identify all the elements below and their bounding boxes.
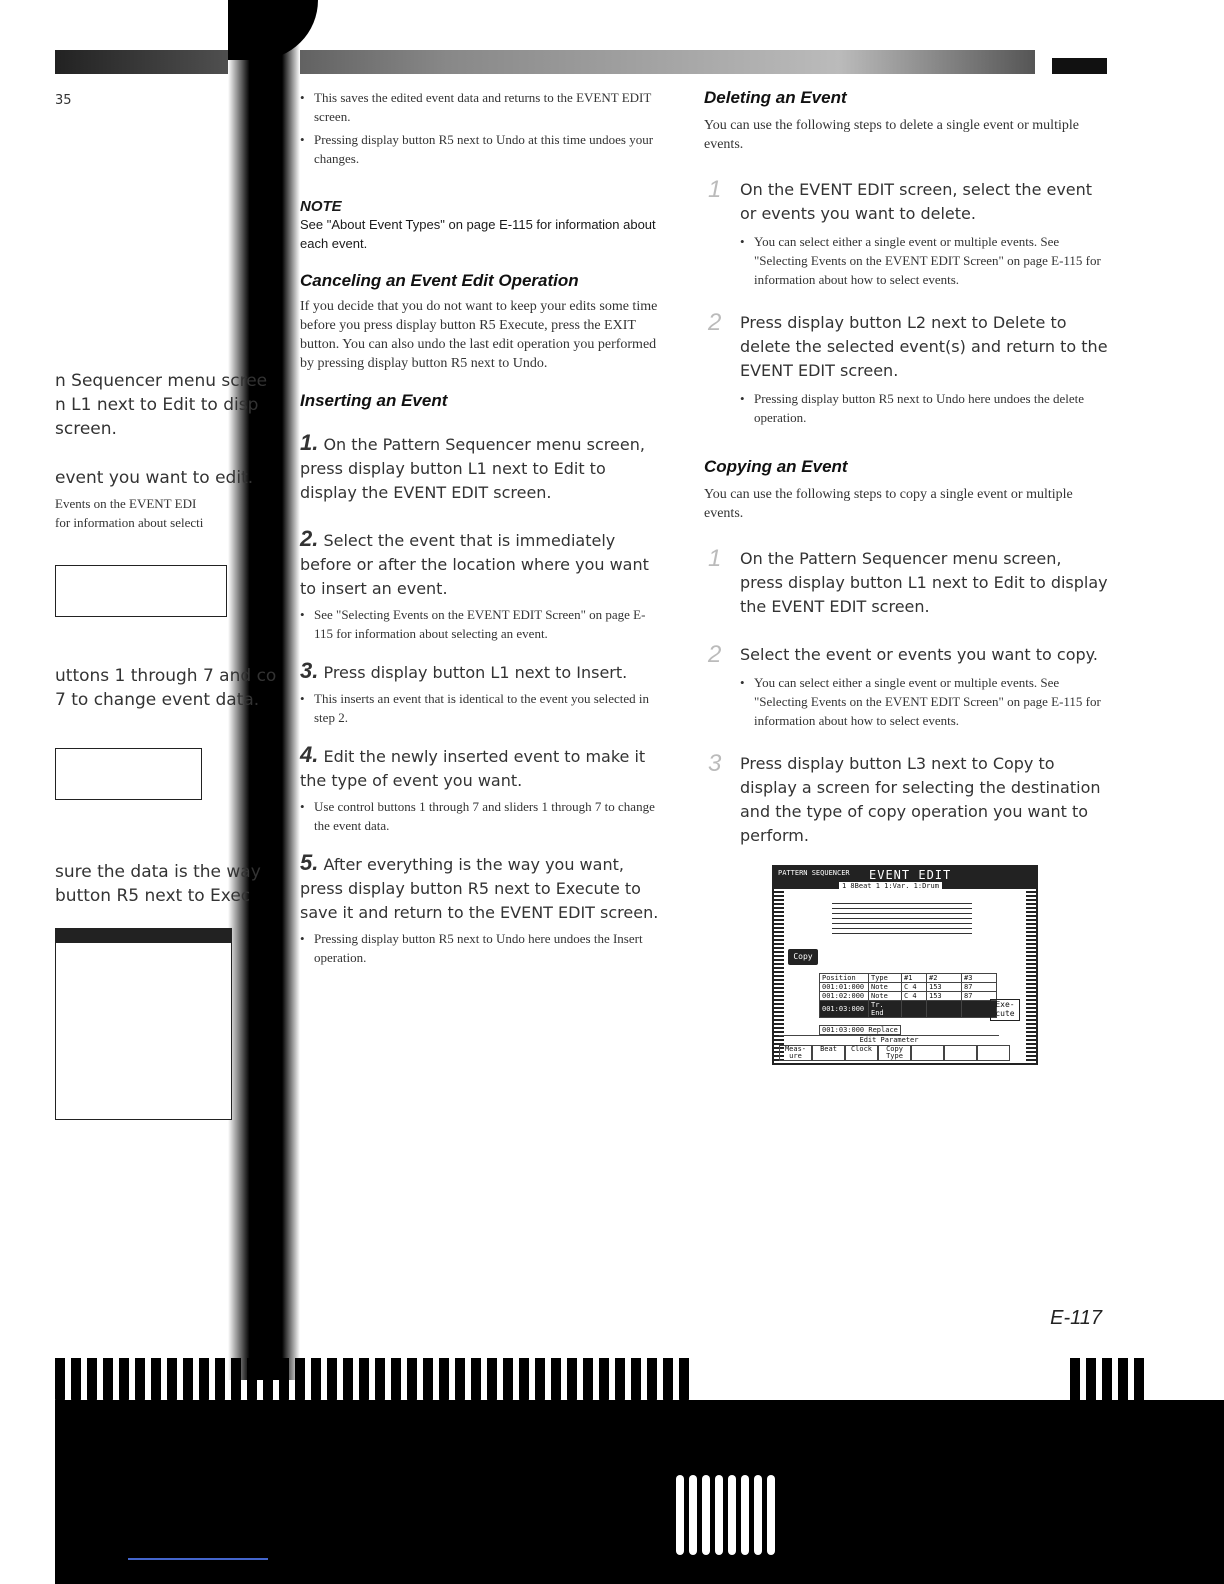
bullet: • This saves the edited event data and returns to the EVENT EDIT screen. bbox=[300, 88, 660, 126]
left-line: uttons 1 through 7 and co bbox=[55, 666, 277, 686]
cancel-heading: Canceling an Event Edit Operation bbox=[300, 271, 579, 290]
table-header: #2 bbox=[927, 974, 962, 983]
lcd-replace-row bbox=[819, 1025, 901, 1035]
insert-step-2 bbox=[300, 527, 660, 643]
middle-column bbox=[300, 88, 660, 967]
table-header: Type bbox=[869, 974, 902, 983]
table-row bbox=[820, 983, 997, 992]
right-column bbox=[704, 88, 1109, 848]
lcd-function-button: Copy Type bbox=[878, 1045, 911, 1061]
step-text: Press display button L3 next to Copy to display a screen for selecting the destination and the type of copy operation you want to perform. bbox=[740, 754, 1101, 845]
left-lcd-fragment bbox=[55, 748, 202, 800]
left-line: 7 to change event data. bbox=[55, 690, 260, 710]
step-number: 1. bbox=[300, 430, 319, 455]
lcd-function-button: Beat bbox=[812, 1045, 845, 1061]
binding-stripes bbox=[55, 1358, 735, 1404]
table-cell: 001:03:000 bbox=[820, 1001, 869, 1018]
step-text: Edit the newly inserted event to make it the type of event you want. bbox=[300, 747, 646, 790]
step-number: 2 bbox=[708, 641, 722, 668]
lcd-title: EVENT EDIT bbox=[869, 868, 952, 882]
copy-step-2 bbox=[704, 643, 1109, 730]
left-line: event you want to edit. bbox=[55, 468, 254, 488]
step-number: 1 bbox=[708, 176, 722, 203]
lcd-right-button-strip bbox=[1026, 889, 1036, 1061]
left-line: screen. bbox=[55, 419, 117, 439]
table-header: #3 bbox=[962, 974, 997, 983]
event-edit-lcd-screenshot bbox=[772, 865, 1038, 1065]
copy-step-1 bbox=[704, 547, 1109, 619]
music-staff bbox=[832, 903, 972, 945]
step-number: 3. bbox=[300, 658, 319, 683]
table-header-row bbox=[820, 974, 997, 983]
step-bullet: • Pressing display button R5 next to Undo here undoes the Insert operation. bbox=[300, 929, 660, 967]
table-row-selected bbox=[820, 1001, 997, 1018]
step-number: 5. bbox=[300, 850, 319, 875]
lcd-copy-button: Copy bbox=[788, 949, 818, 965]
delete-step-2 bbox=[704, 311, 1109, 427]
left-line: n Sequencer menu scree bbox=[55, 371, 268, 391]
step-bullet: • You can select either a single event or multiple events. See "Selecting Events on the EVENT EDIT Screen" on page E-115 for information about how to select events. bbox=[740, 232, 1109, 289]
replace-label: Replace bbox=[868, 1026, 898, 1034]
binding-stripes-right bbox=[1070, 1358, 1150, 1404]
left-page-number: 35 bbox=[55, 93, 72, 108]
scan-artifact-line bbox=[128, 1558, 268, 1560]
lcd-function-button: Clock bbox=[845, 1045, 878, 1061]
replace-position: 001:03:000 bbox=[822, 1026, 865, 1034]
left-line: Events on the EVENT EDI bbox=[55, 496, 197, 511]
table-cell: Tr. End bbox=[869, 1001, 902, 1018]
lcd-event-table bbox=[819, 973, 997, 1018]
scan-light-streaks bbox=[676, 1475, 796, 1565]
left-lcd-fragment bbox=[55, 928, 232, 1120]
lcd-function-button: Meas-ure bbox=[779, 1045, 812, 1061]
copy-heading: Copying an Event bbox=[704, 457, 848, 476]
step-text: Press display button L2 next to Delete to delete the selected event(s) and return to the EVENT EDIT screen. bbox=[740, 313, 1108, 380]
left-page-fragment bbox=[55, 0, 277, 1300]
left-line: sure the data is the way bbox=[55, 862, 261, 882]
step-bullet: • This inserts an event that is identical to the event you selected in step 2. bbox=[300, 689, 660, 727]
step-text: After everything is the way you want, press display button R5 next to Execute to save it and return to the EVENT EDIT screen. bbox=[300, 855, 659, 922]
lcd-subtitle: 1 8Beat 1 1:Var. 1:Drum bbox=[839, 882, 942, 890]
lcd-execute-button: Exe-cute bbox=[990, 999, 1020, 1021]
left-line: for information about selecti bbox=[55, 515, 204, 530]
table-cell: 153 bbox=[927, 992, 962, 1001]
left-line: button R5 next to Exec bbox=[55, 886, 251, 906]
table-cell bbox=[927, 1001, 962, 1018]
lcd-function-button bbox=[977, 1045, 1010, 1061]
step-text: On the Pattern Sequencer menu screen, press display button L1 next to Edit to display the EVENT EDIT screen. bbox=[740, 549, 1108, 616]
table-cell: 153 bbox=[927, 983, 962, 992]
lcd-mode-tag: PATTERN SEQUENCER bbox=[778, 869, 850, 877]
bullet: • Pressing display button R5 next to Undo at this time undoes your changes. bbox=[300, 130, 660, 168]
step-number: 2 bbox=[708, 309, 722, 336]
lcd-function-buttons bbox=[779, 1045, 1010, 1061]
table-cell: 87 bbox=[962, 992, 997, 1001]
left-lcd-fragment bbox=[55, 565, 227, 617]
delete-step-1 bbox=[704, 178, 1109, 289]
step-number: 3 bbox=[708, 750, 722, 777]
table-row bbox=[820, 992, 997, 1001]
step-bullet: • See "Selecting Events on the EVENT EDIT Screen" on page E-115 for information about selecting an event. bbox=[300, 605, 660, 643]
step-text: On the EVENT EDIT screen, select the event or events you want to delete. bbox=[740, 180, 1093, 223]
step-text: Select the event or events you want to copy. bbox=[740, 645, 1098, 664]
table-cell: C 4 bbox=[902, 983, 927, 992]
note-text: See "About Event Types" on page E-115 for information about each event. bbox=[300, 217, 656, 251]
lcd-function-button bbox=[911, 1045, 944, 1061]
table-cell: Note bbox=[869, 992, 902, 1001]
table-cell: Note bbox=[869, 983, 902, 992]
table-cell bbox=[902, 1001, 927, 1018]
header-bar-end bbox=[1052, 58, 1107, 74]
step-text: Press display button L1 next to Insert. bbox=[323, 663, 628, 682]
insert-step-3 bbox=[300, 659, 660, 727]
table-cell: 001:02:000 bbox=[820, 992, 869, 1001]
insert-step-1 bbox=[300, 431, 660, 505]
table-cell: 87 bbox=[962, 983, 997, 992]
table-header: Position bbox=[820, 974, 869, 983]
step-bullet: • Pressing display button R5 next to Undo here undoes the delete operation. bbox=[740, 389, 1109, 427]
scan-shadow-bottom bbox=[55, 1400, 1224, 1584]
lcd-function-button bbox=[944, 1045, 977, 1061]
delete-intro: You can use the following steps to delete a single event or multiple events. bbox=[704, 118, 1079, 152]
page-number: E-117 bbox=[1050, 1307, 1102, 1329]
table-cell: C 4 bbox=[902, 992, 927, 1001]
cancel-text: If you decide that you do not want to keep your edits some time before you press display button R5 Execute, press the EXIT button. You can also undo the last edit operation you performed by pressing display button R5 next to Undo. bbox=[300, 299, 658, 371]
step-text: Select the event that is immediately before or after the location where you want to insert an event. bbox=[300, 531, 649, 598]
step-bullet: • You can select either a single event or multiple events. See "Selecting Events on the EVENT EDIT Screen" on page E-115 for information about how to select events. bbox=[740, 673, 1109, 730]
left-line: n L1 next to Edit to disp bbox=[55, 395, 259, 415]
insert-step-4 bbox=[300, 743, 660, 835]
copy-intro: You can use the following steps to copy a single event or multiple events. bbox=[704, 487, 1073, 521]
step-number: 2. bbox=[300, 526, 319, 551]
copy-step-3 bbox=[704, 752, 1109, 848]
table-header: #1 bbox=[902, 974, 927, 983]
step-bullet: • Use control buttons 1 through 7 and sliders 1 through 7 to change the event data. bbox=[300, 797, 660, 835]
step-text: On the Pattern Sequencer menu screen, press display button L1 next to Edit to display the EVENT EDIT screen. bbox=[300, 435, 645, 502]
insert-step-5 bbox=[300, 851, 660, 967]
delete-heading: Deleting an Event bbox=[704, 88, 847, 107]
step-number: 1 bbox=[708, 545, 722, 572]
table-cell: 001:01:000 bbox=[820, 983, 869, 992]
insert-heading: Inserting an Event bbox=[300, 391, 448, 410]
lcd-edit-parameter-label: Edit Parameter bbox=[779, 1035, 999, 1044]
step-number: 4. bbox=[300, 742, 319, 767]
note-label: NOTE bbox=[300, 198, 342, 215]
